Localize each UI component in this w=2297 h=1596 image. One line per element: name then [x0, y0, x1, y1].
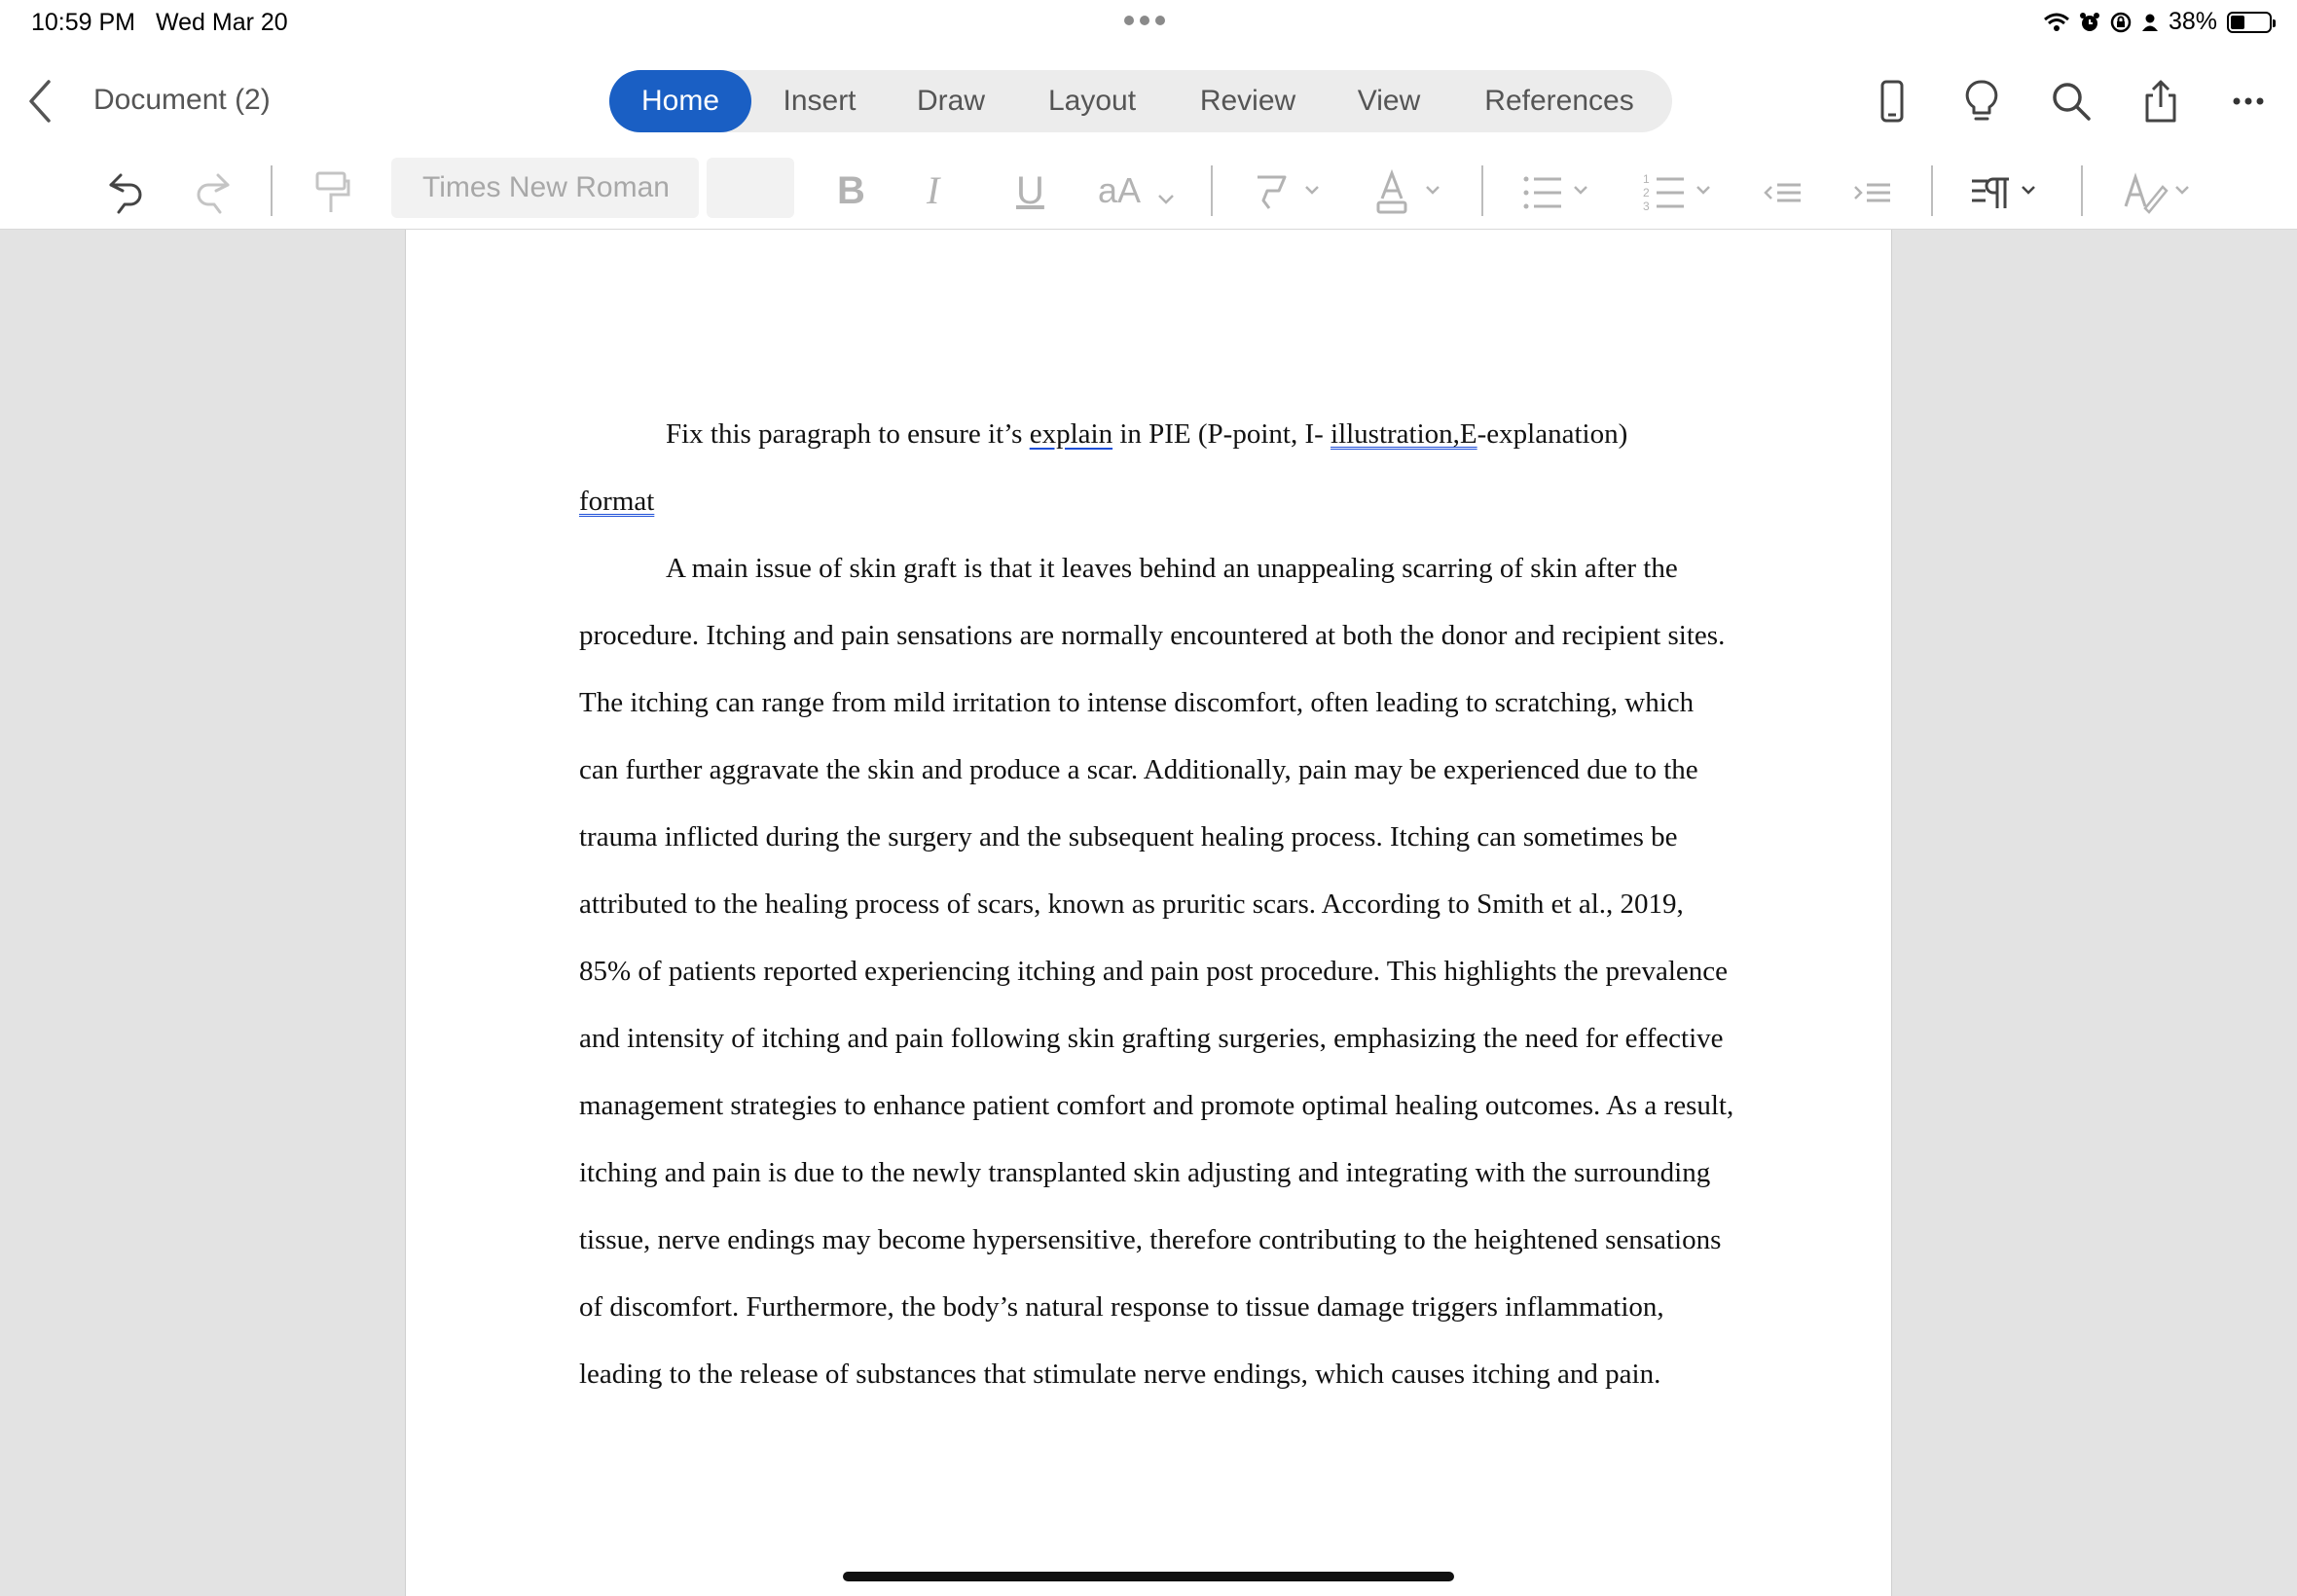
styles-icon [2120, 167, 2198, 218]
chevron-left-icon [19, 76, 62, 127]
battery-fill [2231, 16, 2244, 29]
bullets-button[interactable] [1518, 167, 1596, 218]
separator [2081, 165, 2083, 216]
lightbulb-icon [1956, 76, 2007, 127]
undo-button[interactable] [101, 167, 152, 218]
increase-indent-icon [1847, 167, 1898, 218]
svg-text:3: 3 [1643, 200, 1650, 213]
share-button[interactable] [2135, 76, 2186, 127]
tab-references[interactable]: References [1484, 85, 1634, 117]
underline-button[interactable]: U [1016, 169, 1044, 212]
more-options-button[interactable] [2225, 76, 2276, 127]
tab-insert[interactable]: Insert [783, 85, 857, 117]
decrease-indent-icon [1758, 167, 1808, 218]
numbering-button[interactable] [1641, 167, 1719, 218]
home-ribbon-toolbar [0, 156, 2297, 230]
wifi-icon [2044, 13, 2069, 32]
phone-icon [1867, 76, 1917, 127]
bullet-list-icon [1518, 167, 1596, 218]
format-painter-button[interactable] [306, 167, 356, 218]
separator [1931, 165, 1933, 216]
status-indicators [2044, 8, 2272, 36]
more-icon [2225, 76, 2276, 127]
status-bar [0, 0, 2297, 47]
redo-button[interactable] [187, 167, 237, 218]
highlight-color-button[interactable] [1250, 167, 1328, 218]
instruction-paragraph[interactable] [579, 401, 1737, 535]
grammar-flag-format[interactable]: format [579, 486, 655, 517]
bold-button[interactable]: B [837, 169, 865, 212]
share-icon [2135, 76, 2186, 127]
font-name-field[interactable]: Times New Roman [391, 158, 699, 218]
svg-text:2: 2 [1643, 186, 1650, 200]
home-indicator[interactable] [843, 1572, 1454, 1581]
status-date: Wed Mar 20 [156, 9, 288, 36]
styles-button[interactable] [2120, 167, 2198, 218]
spelling-flag-explain[interactable]: explain [1029, 418, 1113, 450]
chevron-down-icon [1156, 177, 1176, 228]
format-painter-icon [306, 167, 356, 218]
numbered-list-icon [1641, 167, 1719, 218]
alarm-icon [2079, 12, 2100, 33]
document-body[interactable] [579, 401, 1737, 1408]
font-color-button[interactable] [1370, 167, 1448, 218]
instruction-text: Fix this paragraph to ensure it’s [666, 418, 1030, 450]
redo-icon [187, 167, 237, 218]
font-color-icon [1370, 167, 1448, 218]
top-navigation [0, 47, 2297, 156]
search-icon [2046, 76, 2096, 127]
status-time: 10:59 PM [31, 9, 136, 36]
increase-indent-button[interactable] [1847, 167, 1898, 218]
battery-percent: 38% [2168, 8, 2217, 35]
instruction-text: -explanation) [1477, 418, 1628, 450]
font-size-field[interactable] [707, 158, 794, 218]
ribbon-tab-bar [609, 70, 1672, 132]
instruction-text: in PIE (P-point, I- [1112, 418, 1331, 450]
separator [1481, 165, 1483, 216]
grammar-flag-illustration[interactable]: illustration,E [1331, 418, 1477, 450]
svg-text:1: 1 [1643, 172, 1650, 186]
undo-icon [101, 167, 152, 218]
decrease-indent-button[interactable] [1758, 167, 1808, 218]
tab-view[interactable]: View [1357, 85, 1421, 117]
body-paragraph[interactable]: A main issue of skin graft is that it leaves behind an unappealing scarring of skin after the procedure. Itching and pain sensations are normally encountered at both the donor and recipient sites. The itching can range from mild irritation to intense discomfort, often leading to scratching, which can further aggravate the skin and produce a scar. Additionally, pain may be experienced due to the trauma inflicted during the surgery and the subsequent healing process. Itching can sometimes be attributed to the healing process of scars, known as pruritic scars. According to Smith et al., 2019, 85% of patients reported experiencing itching and pain post procedure. This highlights the prevalence and intensity of itching and pain following skin grafting surgeries, emphasizing the need for effective management strategies to enhance patient comfort and promote optimal healing outcomes. As a result, itching and pain is due to the newly transplanted skin adjusting and integrating with the surrounding tissue, nerve endings may become hypersensitive, therefore contributing to the heightened sensations of discomfort. Furthermore, the body’s natural response to tissue damage triggers inflammation, leading to the release of substances that stimulate nerve endings, which causes itching and pain. [579, 553, 1734, 1390]
document-page[interactable] [405, 230, 1892, 1596]
mobile-view-button[interactable] [1867, 76, 1917, 127]
document-title[interactable]: Document (2) [93, 84, 271, 116]
highlighter-icon [1250, 167, 1328, 218]
document-canvas[interactable] [0, 230, 2297, 1596]
ideas-button[interactable] [1956, 76, 2007, 127]
separator [271, 165, 273, 216]
tab-layout[interactable]: Layout [1047, 85, 1137, 117]
rotation-lock-icon [2110, 12, 2132, 33]
tab-home[interactable]: Home [609, 70, 751, 132]
multitasking-dots[interactable] [1124, 16, 1165, 25]
paragraph-mark-icon [1968, 167, 2046, 218]
person-icon [2141, 13, 2159, 32]
tab-review[interactable]: Review [1199, 85, 1296, 117]
italic-button[interactable]: I [927, 168, 940, 212]
tab-draw[interactable]: Draw [916, 85, 985, 117]
search-button[interactable] [2046, 76, 2096, 127]
paragraph-format-button[interactable] [1968, 167, 2046, 218]
text-size-button[interactable]: aA [1098, 170, 1142, 210]
back-button[interactable] [19, 76, 62, 127]
battery-icon [2227, 12, 2272, 33]
separator [1211, 165, 1213, 216]
